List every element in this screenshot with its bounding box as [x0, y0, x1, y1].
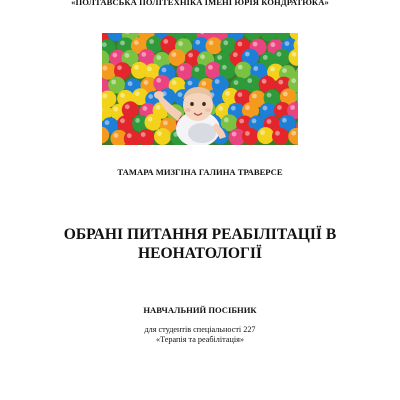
ball-highlight — [188, 53, 193, 58]
ball-highlight — [252, 119, 257, 124]
ball-highlight — [231, 106, 236, 111]
ball-highlight — [134, 40, 139, 45]
ball-highlight — [238, 65, 243, 70]
ball-highlight — [283, 92, 288, 97]
ball-highlight — [178, 92, 183, 97]
ball — [154, 128, 171, 145]
ball-highlight — [267, 119, 272, 124]
target-audience-line-2: «Терапія та реабілітація» — [156, 335, 244, 344]
ball-highlight — [233, 52, 238, 57]
ball-highlight — [271, 42, 276, 47]
ball-highlight — [263, 106, 268, 111]
ball-highlight — [291, 78, 296, 83]
ball-highlight — [195, 67, 200, 72]
ball-highlight — [215, 79, 220, 84]
ball-highlight — [253, 66, 258, 71]
ball-highlight — [128, 81, 133, 86]
ball-highlight — [135, 91, 140, 96]
ball-highlight — [149, 39, 154, 44]
ball-highlight — [247, 78, 252, 83]
ball-highlight — [188, 81, 193, 86]
ball-highlight — [245, 52, 250, 57]
ball-highlight — [156, 55, 161, 60]
ball-highlight — [195, 40, 200, 45]
ball-highlight — [238, 42, 243, 47]
book-title — [40, 225, 360, 263]
document-type: НАВЧАЛЬНИЙ ПОСІБНИК — [143, 305, 257, 315]
ball-highlight — [163, 39, 168, 44]
ball-highlight — [253, 42, 258, 47]
ball-highlight — [148, 117, 153, 122]
ball-highlight — [292, 52, 297, 57]
ball-highlight — [291, 131, 296, 136]
ball-highlight — [127, 133, 132, 138]
ball-highlight — [270, 67, 275, 72]
ball-highlight — [103, 66, 108, 71]
ball-highlight — [285, 41, 290, 46]
ball-highlight — [223, 40, 228, 45]
ball-highlight — [282, 118, 287, 123]
ball-highlight — [232, 132, 237, 137]
ball-highlight — [201, 81, 206, 86]
ball-highlight — [245, 131, 250, 136]
ball-highlight — [172, 52, 177, 57]
ball-highlight — [172, 80, 177, 85]
ball-highlight — [111, 80, 116, 85]
ball-highlight — [200, 54, 205, 59]
ball-highlight — [105, 120, 110, 125]
book-title-line-1: ОБРАНІ ПИТАННЯ РЕАБІЛІТАЦІЇ В — [63, 226, 337, 243]
ball-highlight — [163, 121, 168, 126]
ball-highlight — [141, 132, 146, 137]
ball-highlight — [282, 68, 287, 73]
ball-highlight — [117, 65, 122, 70]
ball-highlight — [147, 67, 152, 72]
ball-highlight — [162, 68, 167, 73]
ball-highlight — [262, 79, 267, 84]
ball-highlight — [120, 41, 125, 46]
ball — [242, 128, 259, 145]
ball-highlight — [103, 94, 108, 99]
ball-highlight — [135, 118, 140, 123]
ball-highlight — [224, 118, 229, 123]
ball — [272, 128, 289, 145]
ball-highlight — [156, 105, 161, 110]
ball — [274, 49, 291, 66]
ball-highlight — [277, 52, 282, 57]
cover-photo — [102, 33, 298, 145]
ball-highlight — [290, 105, 295, 110]
ball-highlight — [120, 93, 125, 98]
ball-highlight — [141, 52, 146, 57]
ball-highlight — [222, 65, 227, 70]
ball — [257, 127, 274, 144]
ball-highlight — [125, 53, 130, 58]
ball — [145, 114, 162, 131]
ball-highlight — [178, 41, 183, 46]
ball-highlight — [134, 65, 139, 70]
ball-highlight — [113, 53, 118, 58]
ball-highlight — [180, 66, 185, 71]
ball-highlight — [260, 130, 265, 135]
ball-highlight — [114, 133, 119, 138]
ball-highlight — [245, 105, 250, 110]
ball-highlight — [125, 104, 130, 109]
ball-highlight — [209, 40, 214, 45]
ball-highlight — [278, 80, 283, 85]
institution-name: «ПОЛТАВСЬКА ПОЛІТЕХНІКА ІМЕНІ ЮРІЯ КОНДРАТЮКА» — [71, 0, 329, 7]
ball-highlight — [143, 106, 148, 111]
ball-highlight — [252, 94, 257, 99]
ball-highlight — [113, 107, 118, 112]
ball-highlight — [277, 105, 282, 110]
target-audience — [0, 325, 400, 345]
ball-highlight — [218, 106, 223, 111]
ball-highlight — [263, 55, 268, 60]
baby-in-ball-pit-photo-icon — [102, 33, 298, 145]
ball-highlight — [217, 55, 222, 60]
ball-highlight — [208, 65, 213, 70]
ball — [117, 115, 134, 132]
ball-highlight — [157, 131, 162, 136]
ball-highlight — [238, 92, 243, 97]
authors: ТАМАРА МИЗГІНА ГАЛИНА ТРАВЕРСЕ — [117, 167, 283, 177]
ball-highlight — [225, 91, 230, 96]
ball-highlight — [239, 119, 244, 124]
ball-highlight — [156, 78, 161, 83]
ball-highlight — [275, 131, 280, 136]
ball-highlight — [144, 80, 149, 85]
ball-highlight — [234, 80, 239, 85]
ball-highlight — [267, 93, 272, 98]
book-title-line-2: НЕОНАТОЛОГІЇ — [137, 245, 263, 262]
ball-highlight — [102, 42, 107, 47]
target-audience-line-1: для студентів спеціальності 227 — [144, 325, 256, 334]
ball-highlight — [148, 94, 153, 99]
ball-highlight — [120, 118, 125, 123]
